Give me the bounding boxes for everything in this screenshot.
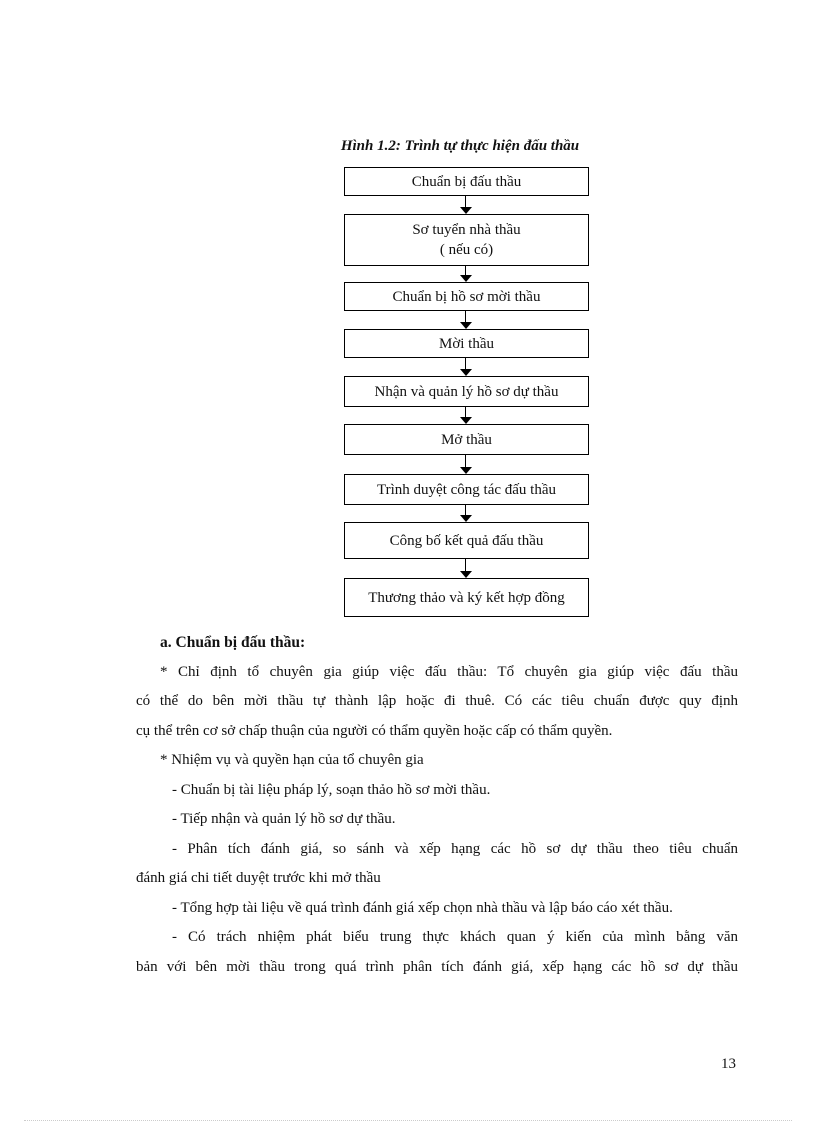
- paragraph-line: có thể do bên mời thầu tự thành lập hoặc đi thuê. Có các tiêu chuẩn được quy định: [136, 693, 738, 709]
- list-item: - Có trách nhiệm phát biểu trung thực khách quan ý kiến của mình bằng văn: [172, 929, 738, 945]
- flow-step-approve: [344, 474, 589, 505]
- flow-step-label: Thương thảo và ký kết hợp đồng: [368, 589, 565, 606]
- flow-step-label: Sơ tuyển nhà thầu: [412, 222, 521, 238]
- flow-step-sublabel: ( nếu có): [439, 242, 494, 258]
- flow-step-label: Chuẩn bị đấu thầu: [411, 173, 522, 190]
- bottom-rule: [24, 1120, 792, 1121]
- flow-step-receive: [344, 376, 589, 407]
- flow-arrow: [460, 455, 472, 474]
- flow-step-label: Công bố kết quả đấu thầu: [389, 532, 544, 549]
- list-item: - Phân tích đánh giá, so sánh và xếp hạng các hồ sơ dự thầu theo tiêu chuẩn: [172, 840, 738, 857]
- page-number: 13: [721, 1056, 736, 1072]
- flow-step-open: [344, 424, 589, 455]
- paragraph-line: cụ thể trên cơ sở chấp thuận của người có thẩm quyền hoặc cấp có thẩm quyền.: [136, 722, 613, 739]
- flow-step-negotiate: [344, 578, 589, 617]
- paragraph-line: * Chỉ định tổ chuyên gia giúp việc đấu thầu: Tổ chuyên gia giúp việc đấu thầu: [160, 663, 738, 680]
- list-item: - Chuẩn bị tài liệu pháp lý, soạn thảo hồ sơ mời thầu.: [172, 781, 491, 798]
- flow-step-label: Nhận và quản lý hồ sơ dự thầu: [374, 383, 559, 400]
- flow-step-label: Trình duyệt công tác đấu thầu: [377, 481, 556, 498]
- list-item: - Tổng hợp tài liệu về quá trình đánh giá xếp chọn nhà thầu và lập báo cáo xét thầu.: [172, 899, 673, 916]
- flow-step-invite: [344, 329, 589, 358]
- flow-step-announce: [344, 522, 589, 559]
- flow-arrow: [460, 358, 472, 376]
- list-item: - Tiếp nhận và quản lý hồ sơ dự thầu.: [172, 811, 396, 827]
- paragraph-line: bản với bên mời thầu trong quá trình phân tích đánh giá, xếp hạng các hồ sơ dự thầu: [136, 958, 738, 975]
- flow-step-label: Mời thầu: [438, 335, 494, 352]
- section-heading: a. Chuẩn bị đấu thầu:: [160, 634, 306, 651]
- flow-arrow: [460, 559, 472, 578]
- flow-step-label: Chuẩn bị hồ sơ mời thầu: [392, 288, 541, 305]
- figure-title: Hình 1.2: Trình tự thực hiện đấu thầu: [340, 138, 580, 154]
- flow-step-prepare: [344, 167, 589, 196]
- flow-arrow: [460, 311, 472, 329]
- flow-arrow: [460, 505, 472, 522]
- flow-step-prequalify: [344, 214, 589, 266]
- flow-step-prepare-docs: [344, 282, 589, 311]
- paragraph-line: * Nhiệm vụ và quyền hạn của tổ chuyên gia: [160, 752, 424, 768]
- paragraph-line: đánh giá chi tiết duyệt trước khi mở thầu: [136, 870, 381, 886]
- flow-arrow: [460, 407, 472, 424]
- section-body: [136, 628, 738, 982]
- flow-step-label: Mở thầu: [441, 431, 492, 448]
- flow-arrow: [460, 196, 472, 214]
- flow-arrow: [460, 266, 472, 282]
